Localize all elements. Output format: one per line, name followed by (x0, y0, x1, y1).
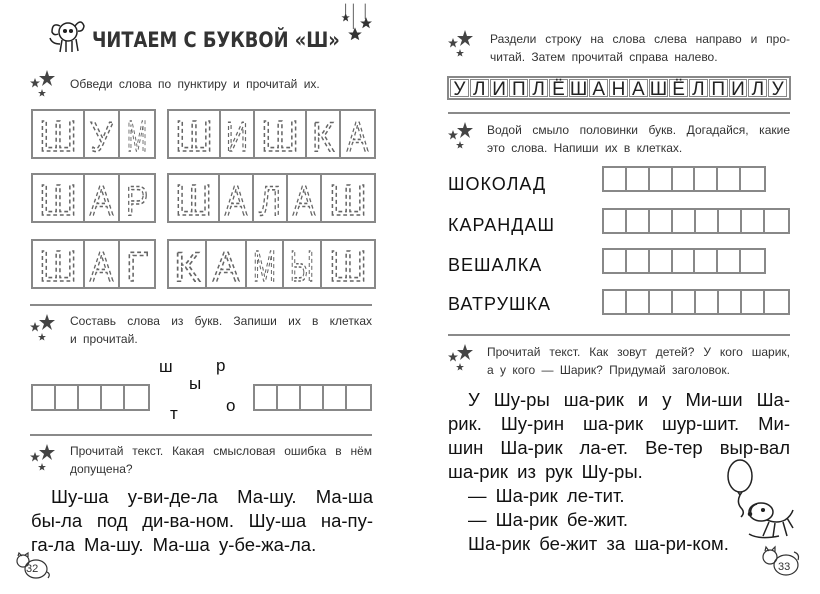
dashed-letter: Ш (175, 176, 212, 225)
tracing-letter-cell[interactable] (33, 175, 85, 225)
tracing-letter-cell[interactable] (247, 241, 284, 291)
letter-cell: И (490, 79, 509, 97)
tracing-letter-cell[interactable] (85, 175, 120, 224)
answer-boxes-left[interactable] (31, 384, 150, 411)
dashed-letter: Ш (329, 242, 367, 291)
half-word: ШОКОЛАД (448, 174, 547, 194)
story-line: ша-рик из рук Шу-ры. (448, 461, 643, 482)
story-line: — Ша-рик бе-жит. (468, 509, 629, 530)
tracing-letter-cell[interactable] (85, 111, 120, 160)
instruction-compose-words-line2: и прочитай. (70, 332, 138, 346)
answer-boxes-word-3[interactable] (602, 248, 766, 274)
letter-cell: Ш (649, 79, 668, 100)
letter-cell: Л (529, 79, 548, 97)
letter-cell: Ё (669, 79, 688, 97)
dashed-letter: А (90, 177, 113, 224)
instruction-trace-words: Обведи слова по пунктиру и прочитай их. (70, 77, 320, 91)
tracing-word-grid[interactable] (31, 239, 156, 289)
dashed-letter: К (174, 243, 201, 290)
tracing-letter-cell[interactable] (120, 241, 154, 290)
tracing-word-grid[interactable] (167, 239, 376, 289)
dog-icon (745, 498, 797, 542)
divider (448, 112, 790, 114)
tracing-letter-cell[interactable] (288, 175, 322, 224)
dashed-letter: Ш (39, 242, 77, 291)
tracing-letter-cell[interactable] (169, 111, 221, 161)
dashed-letter: Ы (290, 242, 314, 291)
dashed-letter: Л (259, 177, 281, 224)
letter-cell: Л (748, 79, 767, 97)
story-line: бы-ла под ди-ва-ном. Шу-ша на-пу- (31, 510, 373, 531)
tracing-letter-cell[interactable] (169, 241, 207, 290)
instruction-find-error-line1: Прочитай текст. Какая смысловая ошибка в нём (70, 444, 372, 458)
tracing-letter-cell[interactable] (341, 111, 374, 160)
story-line: га-ла Ма-шу. Ма-ша у-бе-жа-ла. (31, 534, 317, 555)
stars-icon (28, 442, 58, 472)
stars-icon (446, 342, 476, 372)
dashed-letter: У (90, 113, 114, 160)
dashed-letter: Ш (329, 176, 367, 225)
tracing-letter-cell[interactable] (255, 111, 307, 161)
letter-cell: Л (689, 79, 708, 97)
letter-cell: У (768, 79, 787, 97)
tracing-word-grid[interactable] (31, 173, 156, 223)
scrambled-letter: ш (159, 357, 173, 376)
dashed-letter: А (90, 243, 113, 290)
story-line: Ша-рик бе-жит за ша-ри-ком. (468, 533, 729, 554)
tracing-letter-cell[interactable] (322, 241, 374, 291)
dashed-letter: К (312, 113, 335, 160)
dashed-letter: Г (126, 243, 148, 290)
instruction-read-text-line2: а у кого — Шарик? Придумай заголовок. (487, 363, 730, 377)
stars-icon (28, 68, 58, 98)
tracing-word-grid[interactable] (31, 109, 156, 159)
dashed-letter: Р (126, 177, 148, 224)
letter-cell: Л (470, 79, 489, 97)
puppy-icon (46, 18, 88, 56)
instruction-half-letters-line1: Водой смыло половинки букв. Догадайся, какие (487, 123, 790, 137)
tracing-letter-cell[interactable] (120, 175, 154, 224)
dashed-letter: А (213, 243, 239, 290)
tracing-letter-cell[interactable] (33, 241, 85, 291)
dashed-letter: Ш (261, 112, 299, 161)
tracing-word-grid[interactable] (167, 109, 376, 159)
divider (30, 304, 372, 306)
letter-cell: А (589, 79, 608, 97)
story-line: рик. Шу-рин ша-рик шур-шит. Ми- (448, 413, 790, 434)
tracing-letter-cell[interactable] (284, 241, 322, 291)
tracing-letter-cell[interactable] (207, 241, 247, 290)
tracing-letter-cell[interactable] (254, 175, 288, 224)
scrambled-letter: о (226, 396, 236, 415)
tracing-letter-cell[interactable] (33, 111, 85, 161)
dashed-letter: А (293, 177, 315, 224)
dashed-letter: А (347, 113, 368, 160)
scrambled-letter: т (170, 404, 178, 423)
scrambled-letter: ы (189, 374, 202, 393)
letter-cell: И (729, 79, 748, 97)
answer-boxes-right[interactable] (253, 384, 372, 411)
dashed-letter: М (127, 112, 147, 161)
letter-string (447, 76, 791, 100)
divider (30, 434, 372, 436)
letter-cell: Н (609, 79, 628, 97)
stars-icon (446, 120, 476, 150)
tracing-letter-cell[interactable] (220, 175, 254, 224)
story-line: — Ша-рик ле-тит. (468, 485, 625, 506)
dashed-letter: М (253, 242, 276, 291)
instruction-read-text-line1: Прочитай текст. Как зовут детей? У кого шарик, (487, 345, 790, 359)
tracing-letter-cell[interactable] (85, 241, 120, 290)
letter-cell: У (450, 79, 469, 97)
answer-boxes-word-2[interactable] (602, 208, 790, 234)
half-word: КАРАНДАШ (448, 215, 555, 235)
instruction-compose-words-line1: Составь слова из букв. Запиши их в клетках (70, 314, 372, 328)
page-title: ЧИТАЕМ С БУКВОЙ «Ш» (92, 28, 340, 52)
story-text-left (31, 485, 373, 557)
letter-cell: П (509, 79, 528, 97)
answer-boxes-word-4[interactable] (602, 289, 790, 315)
hanging-stars-icon (338, 0, 372, 48)
dashed-letter: А (225, 177, 247, 224)
tracing-letter-cell[interactable] (120, 111, 154, 161)
story-line: Шу-ша у-ви-де-ла Ма-шу. Ма-ша (51, 486, 373, 507)
tracing-letter-cell[interactable] (322, 175, 374, 225)
story-line: шин Ша-рик ла-ет. Ве-тер выр-вал (448, 437, 790, 458)
story-line: У Шу-ры ша-рик и у Ми-ши Ша- (468, 389, 790, 410)
letter-cell: Ё (549, 79, 568, 97)
stars-icon (446, 28, 476, 58)
page-number-left: 32 (26, 563, 39, 575)
stars-icon (28, 312, 58, 342)
tracing-letter-cell[interactable] (307, 111, 341, 160)
letter-cell: Ш (569, 79, 588, 100)
instruction-split-string-line1: Раздели строку на слова слева направо и про- (490, 32, 790, 46)
answer-boxes-word-1[interactable] (602, 166, 766, 192)
dashed-letter: Ш (39, 112, 77, 161)
instruction-split-string-line2: читай. Затем прочитай справа налево. (490, 50, 718, 64)
letter-cell: П (709, 79, 728, 97)
instruction-half-letters-line2: это слова. Напиши их в клетках. (487, 141, 683, 155)
half-word: ВЕШАЛКА (448, 255, 543, 275)
divider (448, 334, 790, 336)
instruction-find-error-line2: допущена? (70, 462, 133, 476)
tracing-letter-cell[interactable] (221, 111, 255, 160)
dashed-letter: И (226, 113, 248, 160)
tracing-word-grid[interactable] (167, 173, 376, 223)
page-number-right: 33 (778, 561, 791, 573)
letter-cell: А (629, 79, 648, 97)
half-word: ВАТРУШКА (448, 294, 552, 314)
dashed-letter: Ш (39, 176, 77, 225)
dashed-letter: Ш (175, 112, 213, 161)
scrambled-letter: р (216, 356, 226, 375)
tracing-letter-cell[interactable] (169, 175, 220, 225)
